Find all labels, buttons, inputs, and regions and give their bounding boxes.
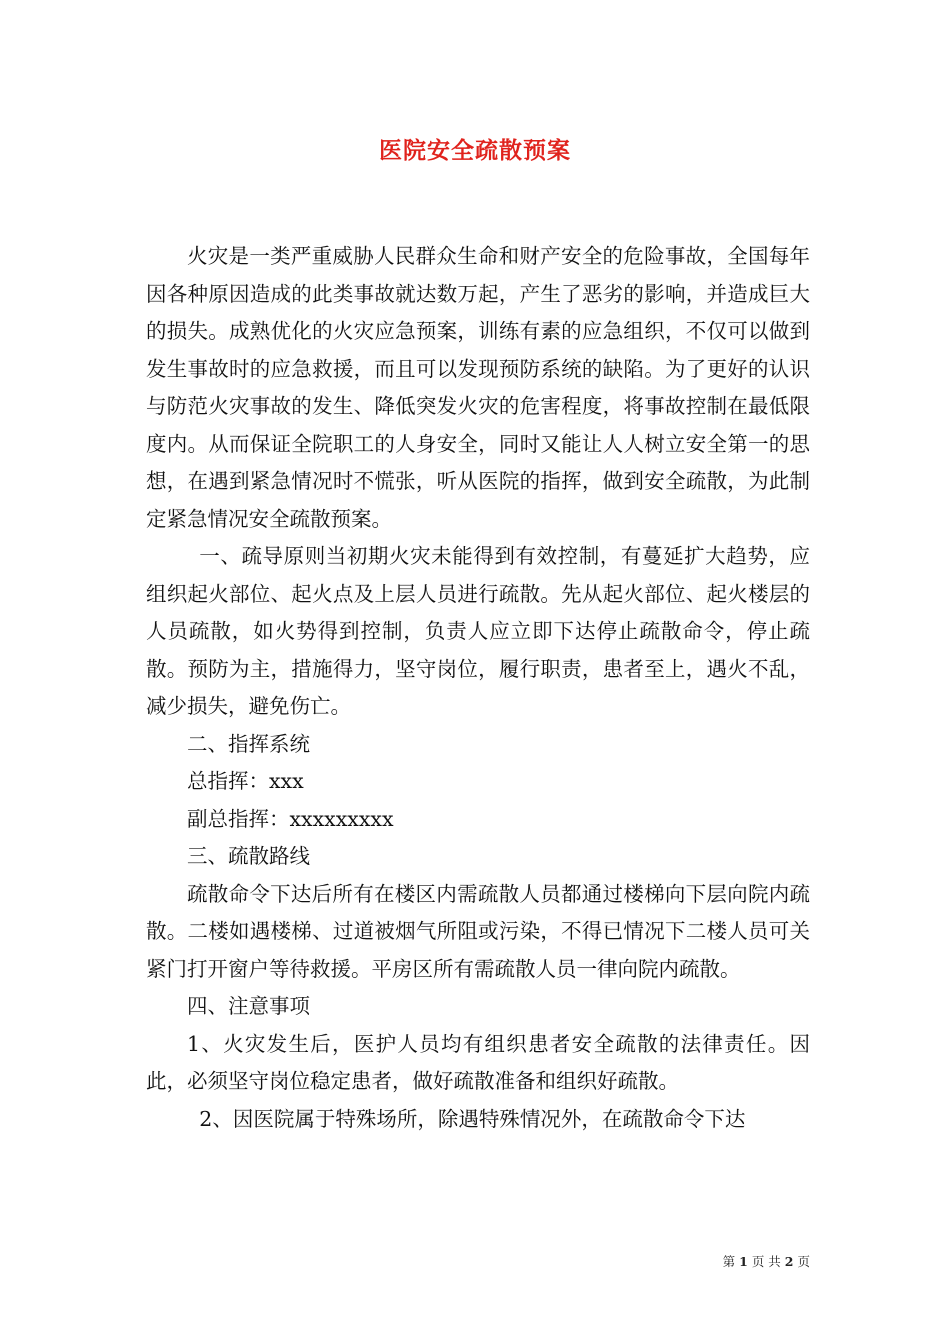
footer-middle: 页 共 xyxy=(751,1254,781,1269)
footer-prefix: 第 xyxy=(722,1254,736,1269)
paragraph-precaution-2: 2、因医院属于特殊场所，除遇特殊情况外，在疏散命令下达 xyxy=(199,1106,746,1131)
paragraph-section-1: 一、疏导原则当初期火灾未能得到有效控制，有蔓延扩大趋势，应组织起火部位、起火点及上层人员进行疏散。先从起火部位、起火楼层的人员疏散，如火势得到控制，负责人应立即下达停止疏散命令，停止疏散。预防为主，措施得力，坚守岗位，履行职责，患者至上，遇火不乱，减少损失，避免伤亡。 xyxy=(146,544,810,718)
heading-precautions: 四、注意事项 xyxy=(187,994,310,1018)
heading-command-system: 二、指挥系统 xyxy=(187,731,310,756)
paragraph-deputy-commander: 副总指挥：xxxxxxxxx xyxy=(187,806,394,831)
footer-current-page: 1 xyxy=(739,1254,748,1269)
paragraph-chief-commander: 总指挥：xxx xyxy=(187,769,304,793)
page-number-footer xyxy=(700,1252,810,1270)
paragraph-evacuation-route: 疏散命令下达后所有在楼区内需疏散人员都通过楼梯向下层向院内疏散。二楼如遇楼梯、过道被烟气所阻或污染，不得已情况下二楼人员可关紧门打开窗户等待救援。平房区所有需疏散人员一律向院内疏散。 xyxy=(146,881,810,981)
document-title: 医院安全疏散预案 xyxy=(379,137,571,164)
paragraph-intro: 火灾是一类严重威胁人民群众生命和财产安全的危险事故，全国每年因各种原因造成的此类事故就达数万起，产生了恶劣的影响，并造成巨大的损失。成熟优化的火灾应急预案，训练有素的应急组织，不仅可以做到发生事故时的应急救援，而且可以发现预防系统的缺陷。为了更好的认识与防范火灾事故的发生、降低突发火灾的危害程度，将事故控制在最低限度内。从而保证全院职工的人身安全，同时又能让人人树立安全第一的思想，在遇到紧急情况时不慌张，听从医院的指挥，做到安全疏散，为此制定紧急情况安全疏散预案。 xyxy=(146,244,810,531)
document-body xyxy=(146,238,810,1138)
heading-evacuation-route: 三、疏散路线 xyxy=(187,844,310,868)
footer-suffix: 页 xyxy=(797,1254,810,1269)
footer-total-pages: 2 xyxy=(784,1254,794,1269)
paragraph-precaution-1: 1、火灾发生后，医护人员均有组织患者安全疏散的法律责任。因此，必须坚守岗位稳定患者，做好疏散准备和组织好疏散。 xyxy=(146,1031,810,1093)
